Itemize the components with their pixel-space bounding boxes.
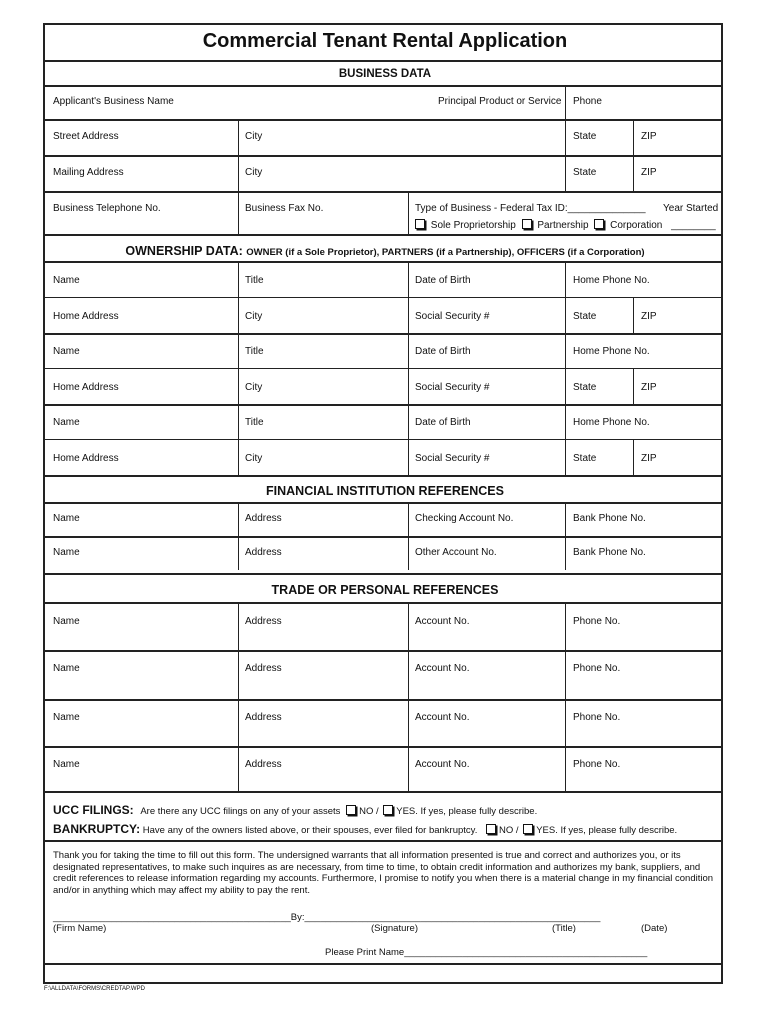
owner-zip-field[interactable]: ZIP xyxy=(641,382,657,393)
owner-name-field[interactable]: Name xyxy=(53,346,80,357)
trade-account-field[interactable]: Account No. xyxy=(415,712,470,723)
trade-address-field[interactable]: Address xyxy=(245,712,282,723)
mailing-city-field[interactable]: City xyxy=(245,167,263,178)
title-caption: (Title) xyxy=(552,923,576,934)
owner-city-field[interactable]: City xyxy=(245,382,263,393)
bankruptcy-row: BANKRUPTCY: Have any of the owners listed above, or their spouses, ever filed for bankruptcy. NO / YES. If yes, please fully describe. xyxy=(53,822,678,836)
date-caption: (Date) xyxy=(641,923,668,934)
mailing-zip-field[interactable]: ZIP xyxy=(641,167,657,178)
business-fax-field[interactable]: Business Fax No. xyxy=(245,203,324,214)
owner-zip-field[interactable]: ZIP xyxy=(641,311,657,322)
financial-references-header: FINANCIAL INSTITUTION REFERENCES xyxy=(266,484,504,498)
partnership-checkbox[interactable] xyxy=(522,219,532,229)
street-zip-field[interactable]: ZIP xyxy=(641,131,657,142)
street-state-field[interactable]: State xyxy=(573,131,597,142)
principal-product-field[interactable]: Principal Product or Service xyxy=(438,96,562,107)
business-telephone-field[interactable]: Business Telephone No. xyxy=(53,203,161,214)
corporation-checkbox[interactable] xyxy=(594,219,604,229)
owner-zip-field[interactable]: ZIP xyxy=(641,453,657,464)
trade-name-field[interactable]: Name xyxy=(53,663,80,674)
trade-phone-field[interactable]: Phone No. xyxy=(573,759,621,770)
trade-account-field[interactable]: Account No. xyxy=(415,759,470,770)
trade-address-field[interactable]: Address xyxy=(245,759,282,770)
owner-dob-field[interactable]: Date of Birth xyxy=(415,275,471,286)
print-name-line[interactable]: Please Print Name______________________________________________ xyxy=(325,947,648,958)
business-name-field[interactable]: Applicant's Business Name xyxy=(53,96,174,107)
trade-account-field[interactable]: Account No. xyxy=(415,663,470,674)
federal-tax-id-field[interactable]: Type of Business - Federal Tax ID:______________ xyxy=(415,203,646,214)
owner-ssn-field[interactable]: Social Security # xyxy=(415,453,490,464)
agreement-text: Thank you for taking the time to fill out this form. The undersigned warrants that all information presented is true and correct and authorizes you, or its designated representatives, to make such inquires as are necessary, from time to time, to obtain credit information and authorizes my bank, suppliers, and credit references to release information regarding my accounts. Furthermore, I promise to notify you when there is a material change in my financial condition and/or in anything which may affect my ability to pay the rent. xyxy=(53,850,714,896)
bankruptcy-label: BANKRUPTCY: xyxy=(53,822,141,836)
owner-dob-field[interactable]: Date of Birth xyxy=(415,346,471,357)
bankruptcy-no-checkbox[interactable] xyxy=(486,824,496,834)
trade-address-field[interactable]: Address xyxy=(245,616,282,627)
mailing-state-field[interactable]: State xyxy=(573,167,597,178)
trade-phone-field[interactable]: Phone No. xyxy=(573,616,621,627)
checking-account-field[interactable]: Checking Account No. xyxy=(415,513,514,524)
other-account-field[interactable]: Other Account No. xyxy=(415,547,497,558)
owner-city-field[interactable]: City xyxy=(245,453,263,464)
trade-references-header: TRADE OR PERSONAL REFERENCES xyxy=(271,583,499,597)
trade-name-field[interactable]: Name xyxy=(53,712,80,723)
owner-name-field[interactable]: Name xyxy=(53,417,80,428)
owner-home-phone-field[interactable]: Home Phone No. xyxy=(573,346,650,357)
owner-name-field[interactable]: Name xyxy=(53,275,80,286)
owner-title-field[interactable]: Title xyxy=(245,275,264,286)
street-address-field[interactable]: Street Address xyxy=(53,131,119,142)
bank1-phone-field[interactable]: Bank Phone No. xyxy=(573,513,646,524)
file-path-footer: F:\ALLDATA\FORMS\CREDTAP.WPD xyxy=(44,986,145,992)
owner-home-address-field[interactable]: Home Address xyxy=(53,382,119,393)
owner-state-field[interactable]: State xyxy=(573,311,597,322)
owner-dob-field[interactable]: Date of Birth xyxy=(415,417,471,428)
trade-name-field[interactable]: Name xyxy=(53,616,80,627)
owner-ssn-field[interactable]: Social Security # xyxy=(415,382,490,393)
business-data-header: BUSINESS DATA xyxy=(338,68,432,80)
trade-phone-field[interactable]: Phone No. xyxy=(573,663,621,674)
corporation-label: Corporation xyxy=(610,220,663,231)
owner-home-address-field[interactable]: Home Address xyxy=(53,453,119,464)
ucc-no-checkbox[interactable] xyxy=(346,805,356,815)
trade-phone-field[interactable]: Phone No. xyxy=(573,712,621,723)
bank2-address-field[interactable]: Address xyxy=(245,547,282,558)
mailing-address-field[interactable]: Mailing Address xyxy=(53,167,124,178)
owner-title-field[interactable]: Title xyxy=(245,346,264,357)
partnership-label: Partnership xyxy=(537,220,589,231)
street-city-field[interactable]: City xyxy=(245,131,263,142)
ucc-filings-label: UCC FILINGS: xyxy=(53,803,134,817)
firm-name-caption: (Firm Name) xyxy=(53,923,107,934)
sole-proprietorship-label: Sole Proprietorship xyxy=(430,220,516,231)
owner-home-phone-field[interactable]: Home Phone No. xyxy=(573,275,650,286)
signature-line[interactable]: _____________________________________________By:________________________________________________________ xyxy=(53,912,601,923)
owner-title-field[interactable]: Title xyxy=(245,417,264,428)
owner-home-address-field[interactable]: Home Address xyxy=(53,311,119,322)
ucc-yes-checkbox[interactable] xyxy=(383,805,393,815)
business-phone-field[interactable]: Phone xyxy=(573,96,602,107)
year-started-field[interactable]: Year Started xyxy=(663,203,719,214)
owner-ssn-field[interactable]: Social Security # xyxy=(415,311,490,322)
trade-account-field[interactable]: Account No. xyxy=(415,616,470,627)
ucc-filings-row: UCC FILINGS: Are there any UCC filings on any of your assets NO / YES. If yes, please fully describe. xyxy=(53,803,538,817)
owner-city-field[interactable]: City xyxy=(245,311,263,322)
owner-state-field[interactable]: State xyxy=(573,453,597,464)
year-started-blank[interactable]: ________ xyxy=(671,220,716,231)
bankruptcy-yes-checkbox[interactable] xyxy=(523,824,533,834)
bank2-phone-field[interactable]: Bank Phone No. xyxy=(573,547,646,558)
signature-caption: (Signature) xyxy=(371,923,418,934)
trade-address-field[interactable]: Address xyxy=(245,663,282,674)
ownership-data-header: OWNERSHIP DATA: OWNER (if a Sole Proprietor), PARTNERS (if a Partnership), OFFICERS (if a Corporation) xyxy=(125,244,645,258)
bank1-name-field[interactable]: Name xyxy=(53,513,80,524)
bank2-name-field[interactable]: Name xyxy=(53,547,80,558)
trade-name-field[interactable]: Name xyxy=(53,759,80,770)
owner-state-field[interactable]: State xyxy=(573,382,597,393)
sole-proprietorship-checkbox[interactable] xyxy=(415,219,425,229)
ownership-data-subheader: OWNER (if a Sole Proprietor), PARTNERS (if a Partnership), OFFICERS (if a Corporation) xyxy=(246,247,645,258)
page-title: Commercial Tenant Rental Application xyxy=(202,30,568,52)
bank1-address-field[interactable]: Address xyxy=(245,513,282,524)
owner-home-phone-field[interactable]: Home Phone No. xyxy=(573,417,650,428)
